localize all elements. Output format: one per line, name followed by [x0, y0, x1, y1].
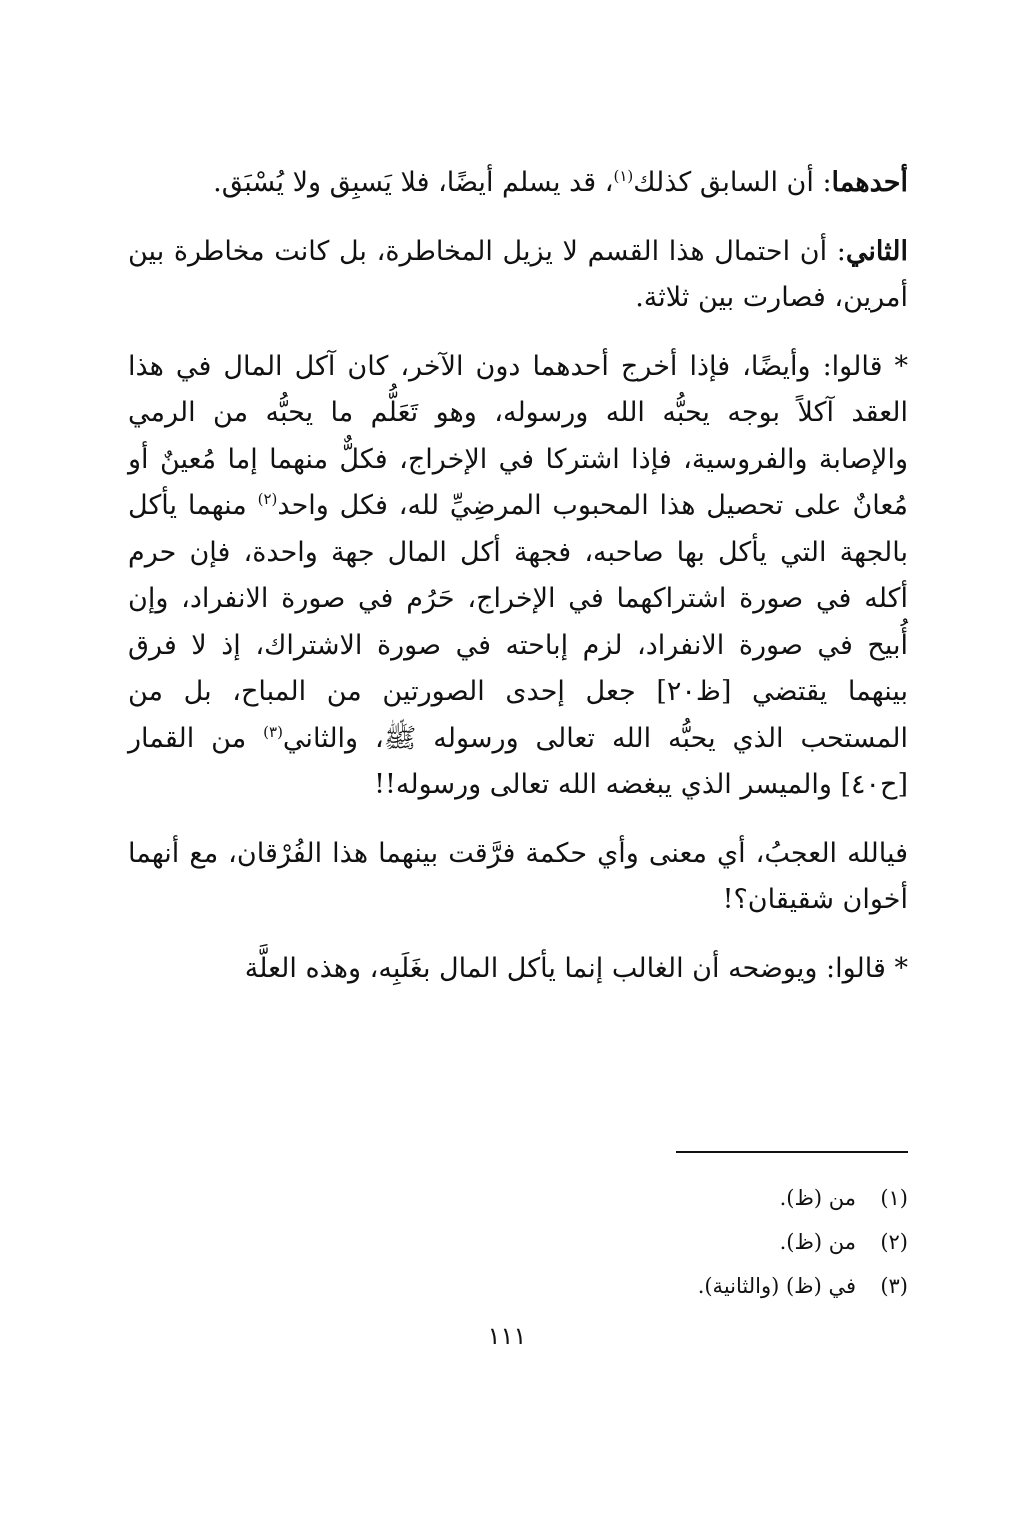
paragraph-text: : أن احتمال هذا القسم لا يزيل المخاطرة، بل كانت مخاطرة بين أمرين، فصارت بين ثلاثة.	[128, 235, 908, 313]
paragraph-first-point	[128, 160, 908, 207]
footnote-text: من (ظ).	[779, 1186, 856, 1210]
footnote-divider	[676, 1151, 908, 1153]
paragraph-text: * قالوا: ويوضحه أن الغالب إنما يأكل المال بغَلَبِه، وهذه العلَّة	[244, 952, 908, 984]
footnote-item	[308, 1220, 908, 1264]
main-text	[128, 160, 908, 1014]
paragraph-text: ، قد يسلم أيضًا، فلا يَسبِق ولا يُسْبَق.	[213, 167, 614, 198]
footnote-item	[308, 1264, 908, 1308]
footnote-text: في (ظ) (والثانية).	[697, 1274, 856, 1298]
footnotes	[308, 1176, 908, 1308]
paragraph-continuation	[128, 946, 908, 993]
paragraph-lead-word: الثاني	[845, 235, 908, 267]
footnote-text: من (ظ).	[779, 1230, 856, 1254]
footnote-marker: (٣)	[263, 722, 283, 741]
footnote-number: (٣)	[880, 1274, 908, 1298]
footnote-number: (٢)	[880, 1230, 908, 1254]
paragraph-exclamation	[128, 831, 908, 924]
page-number: ١١١	[487, 1322, 527, 1350]
paragraph-text: من القمار [ح٤٠] والميسر الذي يبغضه الله تعالى ورسوله!!	[128, 722, 908, 800]
paragraph-text: فيالله العجبُ، أي معنى وأي حكمة فرَّقت بينهما هذا الفُرْقان، مع أنهما أخوان شقيقان؟!	[128, 837, 908, 915]
footnote-item	[308, 1176, 908, 1220]
paragraph-text: * قالوا: وأيضًا، فإذا أخرج أحدهما دون الآخر، كان آكل المال في هذا العقد آكلاً بوجه يحبُّه الله ورسوله، وهو تَعَلُّم ما يحبُّه من الرمي والإصابة والفروسية، فإذا اشتركا في الإخراج، فكلٌّ منهما إما مُعينٌ أو مُعانٌ على تحصيل هذا المحبوب المرضِيِّ لله، فكل واحد	[128, 350, 908, 521]
paragraph-text: منهما يأكل بالجهة التي يأكل بها صاحبه، فجهة أكل المال جهة واحدة، فإن حرم أكله في صورة اشتراكهما في الإخراج، حَرُم في صورة الانفراد، وإن أُبيح في صورة الانفراد، لزم إباحته في صورة الاشتراك، إذ لا فرق بينهما يقتضي [ظ٢٠] جعل إحدى الصورتين من المباح، بل من المستحب الذي يحبُّه الله تعالى ورسوله ﷺ، والثاني	[128, 490, 909, 754]
paragraph-lead-word: أحدهما	[831, 167, 908, 198]
footnote-marker: (٢)	[257, 490, 278, 508]
footnote-marker: (١)	[613, 167, 634, 185]
paragraph-argument	[128, 344, 908, 809]
paragraph-text: : أن السابق كذلك	[633, 167, 832, 198]
paragraph-second-point	[128, 229, 908, 322]
footnote-number: (١)	[880, 1186, 908, 1210]
